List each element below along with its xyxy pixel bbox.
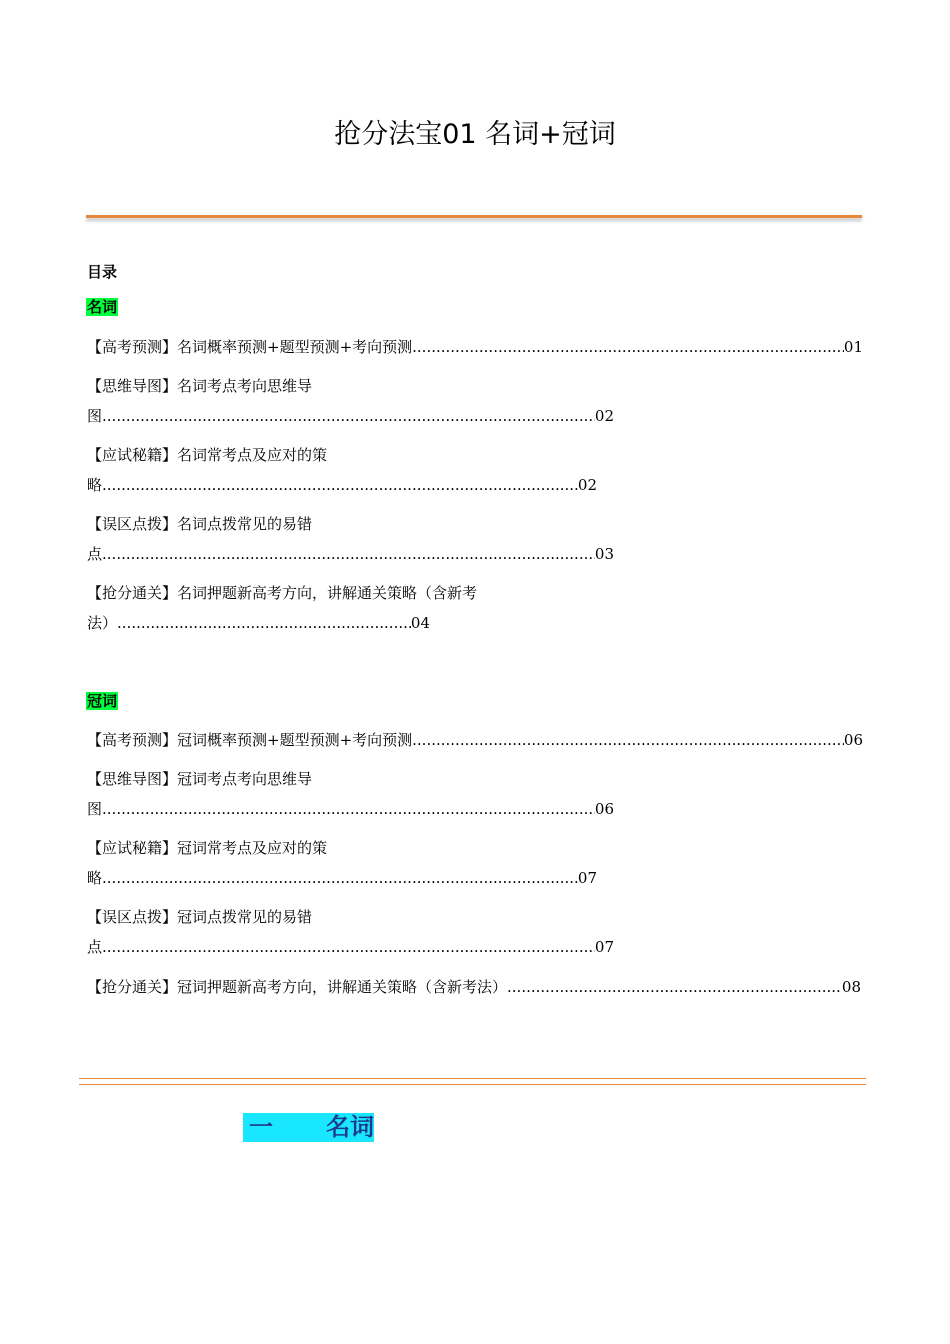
toc-entry-continuation: 图 xyxy=(87,800,103,818)
toc-entry-continuation: 法） xyxy=(87,614,118,632)
toc-entry-continuation: 点 xyxy=(87,938,103,956)
toc-leader-dots xyxy=(412,338,844,356)
toc-entry-page: 01 xyxy=(843,338,863,356)
section-divider-top xyxy=(79,1078,866,1079)
chapter-name: 名词 xyxy=(326,1113,374,1141)
toc-entry-text[interactable]: 【误区点拨】名词点拨常见的易错 xyxy=(87,515,313,533)
chapter-number: 一 xyxy=(249,1113,273,1141)
toc-entry-text: 【高考预测】名词概率预测+题型预测+考向预测 xyxy=(87,338,413,356)
toc-entry-text: 【抢分通关】冠词押题新高考方向，讲解通关策略（含新考法） xyxy=(87,978,508,996)
toc-entry-page: 07 xyxy=(577,869,597,887)
toc-heading: 目录 xyxy=(87,263,118,281)
title-divider xyxy=(86,215,862,218)
toc-entry[interactable] xyxy=(87,407,614,425)
toc-entry-text[interactable]: 【应试秘籍】名词常考点及应对的策 xyxy=(87,446,328,464)
toc-section-label: 名词 xyxy=(87,298,118,316)
section-divider-bottom xyxy=(79,1084,866,1085)
toc-leader-dots xyxy=(102,938,595,956)
toc-entry[interactable] xyxy=(87,731,863,749)
toc-entry-page: 03 xyxy=(594,545,614,563)
toc-leader-dots xyxy=(102,869,578,887)
toc-entry-page: 02 xyxy=(594,407,614,425)
chapter-heading xyxy=(243,1113,374,1142)
toc-leader-dots xyxy=(507,978,842,996)
toc-entry-text[interactable]: 【抢分通关】名词押题新高考方向，讲解通关策略（含新考 xyxy=(87,584,478,602)
toc-entry-page: 04 xyxy=(410,614,430,632)
toc-entry-text: 【高考预测】冠词概率预测+题型预测+考向预测 xyxy=(87,731,413,749)
toc-entry-page: 06 xyxy=(843,731,863,749)
toc-entry[interactable] xyxy=(87,476,597,494)
toc-entry[interactable] xyxy=(87,545,614,563)
toc-entry[interactable] xyxy=(87,800,614,818)
document-title: 抢分法宝01 名词+冠词 xyxy=(334,119,616,150)
toc-entry-page: 02 xyxy=(577,476,597,494)
toc-entry[interactable] xyxy=(87,338,863,356)
toc-entry-text[interactable]: 【思维导图】冠词考点考向思维导 xyxy=(87,770,313,788)
toc-section-label: 冠词 xyxy=(87,692,118,710)
toc-entry-text[interactable]: 【误区点拨】冠词点拨常见的易错 xyxy=(87,908,313,926)
toc-entry[interactable] xyxy=(87,614,430,632)
toc-leader-dots xyxy=(412,731,844,749)
toc-leader-dots xyxy=(117,614,411,632)
toc-entry-continuation: 略 xyxy=(87,869,103,887)
toc-leader-dots xyxy=(102,476,578,494)
toc-leader-dots xyxy=(102,545,595,563)
toc-entry-page: 06 xyxy=(594,800,614,818)
toc-entry-page: 08 xyxy=(841,978,861,996)
toc-entry-continuation: 点 xyxy=(87,545,103,563)
toc-leader-dots xyxy=(102,407,595,425)
toc-entry[interactable] xyxy=(87,938,614,956)
toc-entry-page: 07 xyxy=(594,938,614,956)
toc-entry-continuation: 略 xyxy=(87,476,103,494)
toc-entry[interactable] xyxy=(87,978,861,996)
toc-entry[interactable] xyxy=(87,869,597,887)
toc-leader-dots xyxy=(102,800,595,818)
toc-entry-continuation: 图 xyxy=(87,407,103,425)
toc-entry-text[interactable]: 【思维导图】名词考点考向思维导 xyxy=(87,377,313,395)
toc-entry-text[interactable]: 【应试秘籍】冠词常考点及应对的策 xyxy=(87,839,328,857)
